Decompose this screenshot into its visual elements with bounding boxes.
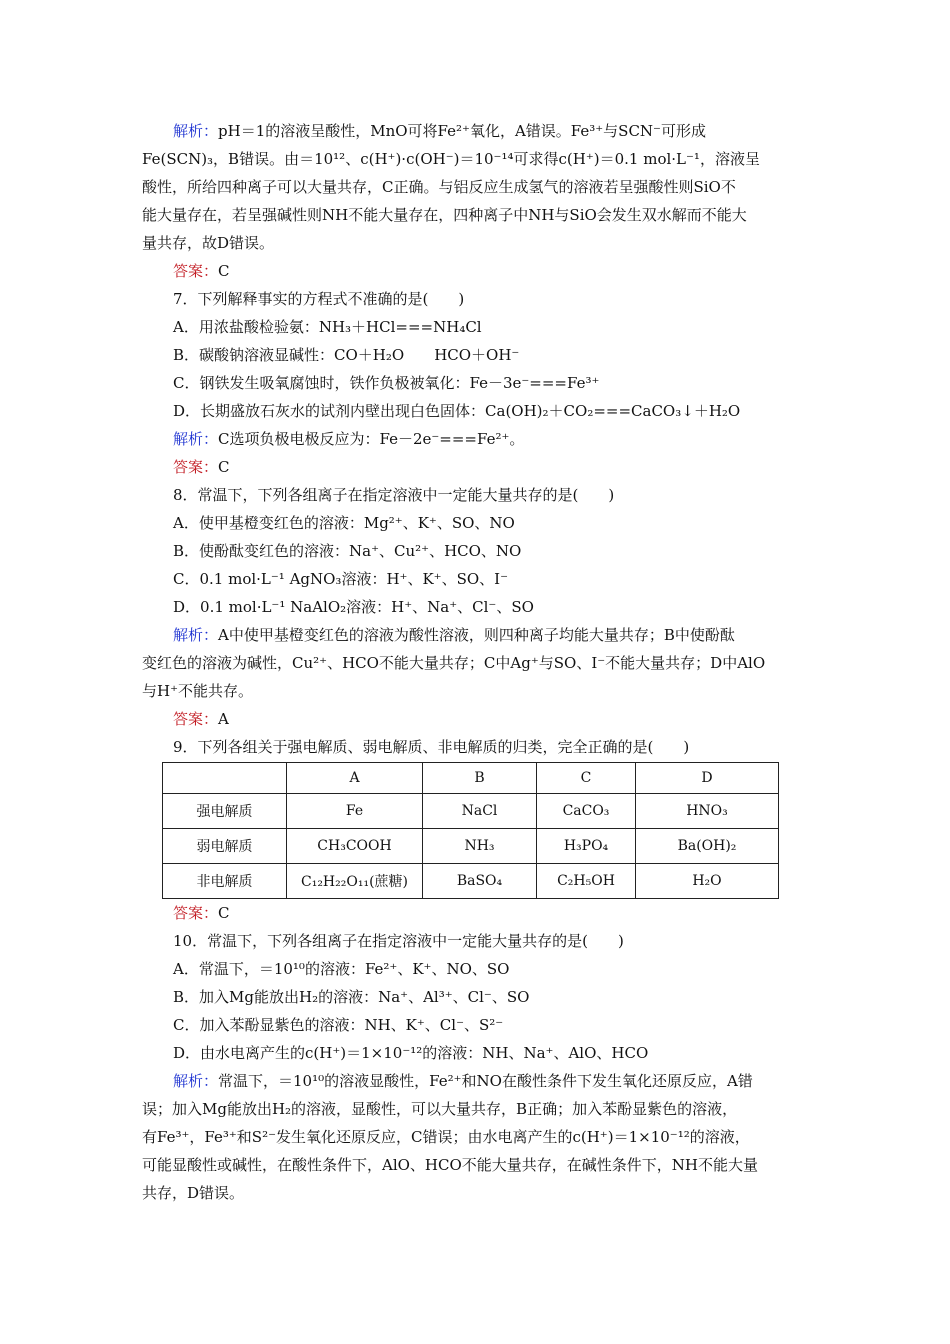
q7-option-a: A．用浓盐酸检验氨：NH₃＋HCl===NH₄Cl — [173, 318, 482, 336]
table-row — [163, 794, 779, 829]
electrolyte-table — [162, 762, 779, 899]
q8-option-d: D．0.1 mol·L⁻¹ NaAlO₂溶液：H⁺、Na⁺、Cl⁻、SO — [173, 598, 534, 616]
table-cell: 弱电解质 — [163, 829, 287, 864]
q7-option-b: B．碳酸钠溶液显碱性：CO＋H₂O HCO＋OH⁻ — [173, 346, 520, 364]
q8-option-b: B．使酚酞变红色的溶液：Na⁺、Cu²⁺、HCO、NO — [173, 542, 522, 560]
table-header-cell: D — [636, 763, 779, 794]
table-cell: C₂H₅OH — [537, 864, 636, 899]
q6-analysis-line-2: Fe(SCN)₃，B错误。由＝10¹²、c(H⁺)·c(OH⁻)＝10⁻¹⁴可求得c(H⁺)＝0.1 mol·L⁻¹，溶液呈 — [142, 150, 760, 168]
q10-option-a: A．常温下，＝10¹⁰的溶液：Fe²⁺、K⁺、NO、SO — [173, 960, 510, 978]
q10-stem: 10．常温下，下列各组离子在指定溶液中一定能大量共存的是( ) — [173, 932, 624, 950]
q10-option-c: C．加入苯酚显紫色的溶液：NH、K⁺、Cl⁻、S²⁻ — [173, 1016, 504, 1034]
table-cell: HNO₃ — [636, 794, 779, 829]
q7-stem: 7．下列解释事实的方程式不准确的是( ) — [173, 290, 465, 308]
table-row — [163, 864, 779, 899]
answer-label: 答案： — [173, 262, 219, 280]
q8-stem: 8．常温下，下列各组离子在指定溶液中一定能大量共存的是( ) — [173, 486, 615, 504]
q6-analysis-line-3: 酸性，所给四种离子可以大量共存，C正确。与铝反应生成氢气的溶液若呈强酸性则SiO不 — [142, 178, 736, 196]
table-cell: H₃PO₄ — [537, 829, 636, 864]
table-row — [163, 829, 779, 864]
q10-analysis-line-4: 可能显酸性或碱性，在酸性条件下，AlO、HCO不能大量共存，在碱性条件下，NH不能大量 — [142, 1156, 758, 1174]
q10-analysis-line-5: 共存，D错误。 — [142, 1184, 245, 1202]
q8-option-c: C．0.1 mol·L⁻¹ AgNO₃溶液：H⁺、K⁺、SO、I⁻ — [173, 570, 508, 588]
q9-stem: 9．下列各组关于强电解质、弱电解质、非电解质的归类，完全正确的是( ) — [173, 738, 690, 756]
table-cell: Fe — [287, 794, 423, 829]
table-cell: NH₃ — [423, 829, 537, 864]
table-cell: 非电解质 — [163, 864, 287, 899]
q8-analysis-line-1: 解析：A中使甲基橙变红色的溶液为酸性溶液，则四种离子均能大量共存；B中使酚酞 — [173, 626, 735, 644]
q10-option-b: B．加入Mg能放出H₂的溶液：Na⁺、Al³⁺、Cl⁻、SO — [173, 988, 530, 1006]
q8-option-a: A．使甲基橙变红色的溶液：Mg²⁺、K⁺、SO、NO — [173, 514, 515, 532]
q7-analysis: 解析：C选项负极电极反应为：Fe－2e⁻===Fe²⁺。 — [173, 430, 525, 448]
table-header-cell — [163, 763, 287, 794]
q6-analysis-line-4: 能大量存在，若呈强碱性则NH不能大量存在，四种离子中NH与SiO会发生双水解而不能大 — [142, 206, 747, 224]
table-header-cell: C — [537, 763, 636, 794]
table-cell: CH₃COOH — [287, 829, 423, 864]
table-header-row — [163, 763, 779, 794]
table-header-cell: B — [423, 763, 537, 794]
q8-analysis-line-3: 与H⁺不能共存。 — [142, 682, 253, 700]
q6-analysis-line-1: 解析：pH＝1的溶液呈酸性，MnO可将Fe²⁺氧化，A错误。Fe³⁺与SCN⁻可形成 — [173, 122, 706, 140]
q8-analysis-line-2: 变红色的溶液为碱性，Cu²⁺、HCO不能大量共存；C中Ag⁺与SO、I⁻不能大量共存；D中AlO — [142, 654, 766, 672]
q10-analysis-line-3: 有Fe³⁺，Fe³⁺和S²⁻发生氧化还原反应，C错误；由水电离产生的c(H⁺)＝1×10⁻¹²的溶液， — [142, 1128, 750, 1146]
q6-answer: 答案：C — [173, 262, 230, 280]
table-cell: H₂O — [636, 864, 779, 899]
table-cell: BaSO₄ — [423, 864, 537, 899]
table-cell: NaCl — [423, 794, 537, 829]
table-header-cell: A — [287, 763, 423, 794]
q10-analysis-line-1: 解析：常温下，＝10¹⁰的溶液显酸性，Fe²⁺和NO在酸性条件下发生氧化还原反应，A错 — [173, 1072, 753, 1090]
q9-answer: 答案：C — [173, 904, 230, 922]
q8-answer: 答案：A — [173, 710, 229, 728]
table-cell: C₁₂H₂₂O₁₁(蔗糖) — [287, 864, 423, 899]
table-cell: 强电解质 — [163, 794, 287, 829]
table-cell: CaCO₃ — [537, 794, 636, 829]
table-cell: Ba(OH)₂ — [636, 829, 779, 864]
q7-answer: 答案：C — [173, 458, 230, 476]
analysis-label: 解析： — [173, 122, 219, 140]
q6-analysis-line-5: 量共存，故D错误。 — [142, 234, 275, 252]
q7-option-c: C．钢铁发生吸氧腐蚀时，铁作负极被氧化：Fe－3e⁻===Fe³⁺ — [173, 374, 600, 392]
q7-option-d: D．长期盛放石灰水的试剂内壁出现白色固体：Ca(OH)₂＋CO₂===CaCO₃↓＋H₂O — [173, 402, 741, 420]
q10-option-d: D．由水电离产生的c(H⁺)＝1×10⁻¹²的溶液：NH、Na⁺、AlO、HCO — [173, 1044, 649, 1062]
q10-analysis-line-2: 误；加入Mg能放出H₂的溶液，显酸性，可以大量共存，B正确；加入苯酚显紫色的溶液， — [142, 1100, 738, 1118]
